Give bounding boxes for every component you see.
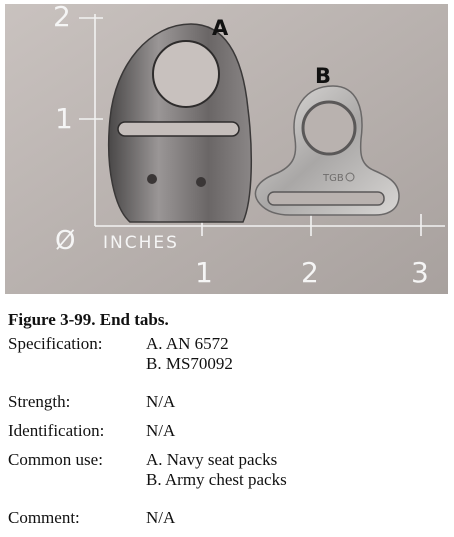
ruler-label-y2: 2: [53, 4, 71, 33]
end-tab-a-rivet-hole-left: [147, 174, 157, 184]
spec-value: N/A: [146, 508, 176, 527]
spec-row-common-use: [8, 450, 448, 489]
figure-caption: Figure 3-99. End tabs.: [8, 310, 169, 329]
figure-caption-block: [8, 310, 448, 537]
spec-value: B. Army chest packs: [146, 470, 287, 489]
spec-label: Identification:: [8, 421, 105, 440]
part-label-b: B: [315, 64, 332, 88]
part-label-a: A: [212, 16, 229, 40]
spec-row-specification: [8, 334, 448, 373]
spec-value: N/A: [146, 421, 176, 440]
spec-row-identification: [8, 421, 448, 450]
spec-label: Common use:: [8, 450, 103, 469]
spec-value: A. Navy seat packs: [146, 450, 278, 469]
spec-value: B. MS70092: [146, 354, 233, 373]
ruler-label-x1: 1: [195, 256, 213, 289]
spec-row-strength: [8, 392, 448, 421]
end-tabs-photo: [5, 4, 448, 294]
spec-label: Comment:: [8, 508, 80, 527]
ruler-units-label: INCHES: [103, 233, 179, 253]
end-tab-a-rivet-hole-right: [196, 177, 206, 187]
ruler-label-x3: 3: [411, 256, 429, 289]
end-tab-b-stamp: TGB: [323, 173, 344, 184]
ruler-label-y0: Ø: [55, 226, 76, 256]
ruler-label-x2: 2: [301, 256, 319, 289]
end-tab-a-slot: [118, 122, 239, 136]
spec-label: Strength:: [8, 392, 71, 411]
spec-value: A. AN 6572: [146, 334, 229, 353]
spec-value: N/A: [146, 392, 176, 411]
end-tab-b-hole: [303, 102, 355, 154]
end-tab-a-hole: [153, 41, 219, 107]
end-tab-b-slot: [268, 192, 384, 205]
ruler-label-y1: 1: [55, 102, 73, 135]
spec-row-comment: [8, 508, 448, 537]
spec-label: Specification:: [8, 334, 103, 353]
